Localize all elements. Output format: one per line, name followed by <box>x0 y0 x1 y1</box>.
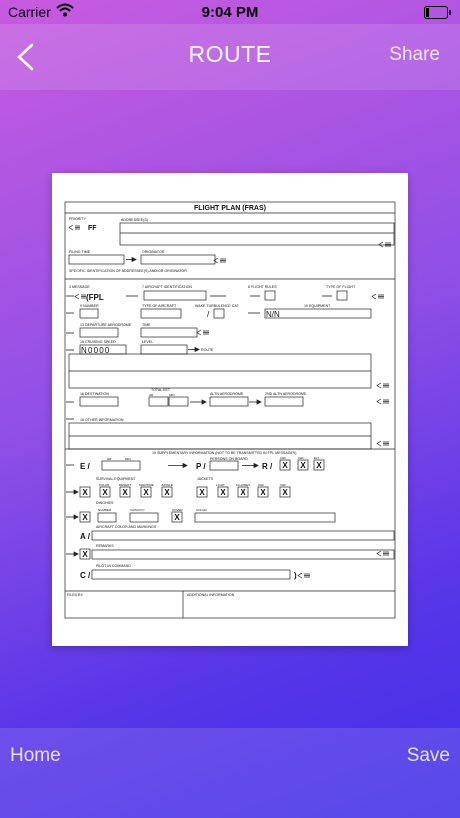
time-label: TIME <box>142 323 151 327</box>
x-survival: X <box>82 488 88 497</box>
elt-label: ELT <box>314 456 320 460</box>
survival-label: SURVIVAL EQUIPMENT <box>96 477 136 481</box>
p-label: P / <box>196 462 206 471</box>
originator-label: ORIGINATOR <box>142 250 165 254</box>
vhf-label-2: VHF <box>280 483 286 487</box>
a-label: A / <box>80 532 90 541</box>
endurance-e: E / <box>80 462 90 471</box>
x-uhf: X <box>282 461 288 470</box>
min-label: MIN <box>169 393 175 397</box>
polar-label: POLAR <box>99 483 110 487</box>
remarks-label: REMARKS <box>96 544 114 548</box>
field-13-label: 13 DEPARTURE AERODROME <box>80 323 132 327</box>
field-8-label: 8 FLIGHT RULES <box>248 285 277 289</box>
bottom-toolbar <box>0 728 460 818</box>
light-label: LIGHT <box>216 483 225 487</box>
filed-by-label: FILED BY <box>67 593 83 597</box>
addressees-label: ADDRESSEE(S) <box>121 218 148 222</box>
slash: / <box>207 310 210 319</box>
additional-info-label: ADDITIONAL INFORMATION <box>187 593 235 597</box>
x-cover: X <box>174 513 180 522</box>
x-uhf-jacket: X <box>260 488 266 497</box>
x-jungle: X <box>164 488 170 497</box>
priority-value: FF <box>88 225 97 232</box>
persons-label: PERSONS ON BOARD <box>210 457 248 461</box>
field-10-label: 10 EQUIPMENT <box>304 304 331 308</box>
x-desert: X <box>122 488 128 497</box>
priority-label: PRIORITY <box>69 217 86 221</box>
wake-turbulence-label: WAKE TURBULENCE CAT <box>195 304 239 308</box>
dinghies-label: DINGHIES <box>96 501 114 505</box>
x-elt: X <box>316 461 322 470</box>
flight-plan-document <box>52 173 408 646</box>
field-19-label: 19 SUPPLEMENTARY INFORMATION (NOT TO BE TRANSMITTED IN FPL MESSAGES) <box>152 451 297 455</box>
field-16-label: 16 DESTINATION <box>80 392 109 396</box>
cruising-speed-value: N0000 <box>81 346 111 355</box>
save-button[interactable]: Save <box>406 745 450 766</box>
field-9-label: 9 NUMBER <box>80 304 99 308</box>
vhf-label: VHF <box>298 456 304 460</box>
share-button[interactable]: Share <box>389 44 440 65</box>
x-fluores: X <box>240 488 246 497</box>
color-label: COLOR <box>196 508 207 512</box>
jackets-label: JACKETS <box>197 477 214 481</box>
x-vhf-jacket: X <box>282 488 288 497</box>
fluores-label: FLUORES <box>236 483 251 487</box>
battery-level <box>426 8 429 17</box>
fpl-value: (FPL <box>86 293 104 302</box>
min-label-2: MIN <box>125 457 131 461</box>
jungle-label: JUNGLE <box>161 483 173 487</box>
maritime-label: MARITIME <box>139 483 154 487</box>
filing-time-label: FILING TIME <box>69 250 91 254</box>
altn2-label: 2ND ALTN AERODROME <box>265 392 307 396</box>
cover-label: COVER <box>172 508 183 512</box>
route-label: ROUTE <box>201 348 214 352</box>
field-7-label: 7 AIRCRAFT IDENTIFICATION <box>142 285 192 289</box>
c-label: C / <box>80 571 91 580</box>
uhf-label: UHF <box>280 456 287 460</box>
x-dinghies: X <box>82 513 88 522</box>
hr-label: HR <box>149 393 154 397</box>
close-paren: ) <box>294 571 297 580</box>
hr-label-2: HR <box>107 457 112 461</box>
field-15-label: 15 CRUISING SPEED <box>80 340 116 344</box>
clock: 9:04 PM <box>201 4 259 21</box>
level-label: LEVEL <box>142 340 154 344</box>
type-of-flight-label: TYPE OF FLIGHT <box>326 285 356 289</box>
pilot-label: PILOT IN COMMAND <box>96 564 131 568</box>
x-jackets: X <box>199 488 205 497</box>
r-label: R / <box>262 462 273 471</box>
specific-id-label: SPECIFIC IDENTIFICATION OF ADDRESSEE(S) AND/OR ORIGINATOR <box>69 269 187 273</box>
navigation-bar <box>0 24 460 90</box>
capacity-label: CAPACITY <box>130 508 145 512</box>
flight-plan-form <box>52 173 408 646</box>
x-maritime: X <box>143 488 149 497</box>
x-remarks: X <box>82 550 88 559</box>
desert-label: DESERT <box>119 483 132 487</box>
x-light: X <box>220 488 226 497</box>
altn-label: ALTN AERODROME <box>210 392 244 396</box>
equipment-value: N/N <box>266 310 280 319</box>
page-title: ROUTE <box>188 41 272 67</box>
field-18-label: 18 OTHER INFORMATION <box>80 418 124 422</box>
number-label: NUMBER <box>98 508 112 512</box>
form-title: FLIGHT PLAN (FRAS) <box>194 205 266 212</box>
x-polar: X <box>102 488 108 497</box>
x-vhf: X <box>300 461 306 470</box>
carrier-label: Carrier <box>8 4 51 20</box>
uhf-label-2: UHF <box>258 483 265 487</box>
aircraft-color-label: AIRCRAFT COLOR AND MARKINGS <box>96 525 157 529</box>
home-button[interactable]: Home <box>10 745 61 766</box>
type-of-aircraft-label: TYPE OF AIRCRAFT <box>142 304 177 308</box>
field-3-label: 3 MESSAGE <box>69 285 90 289</box>
status-bar <box>0 0 460 24</box>
battery-icon <box>424 6 448 19</box>
total-eet-label: TOTAL EET <box>151 388 171 392</box>
